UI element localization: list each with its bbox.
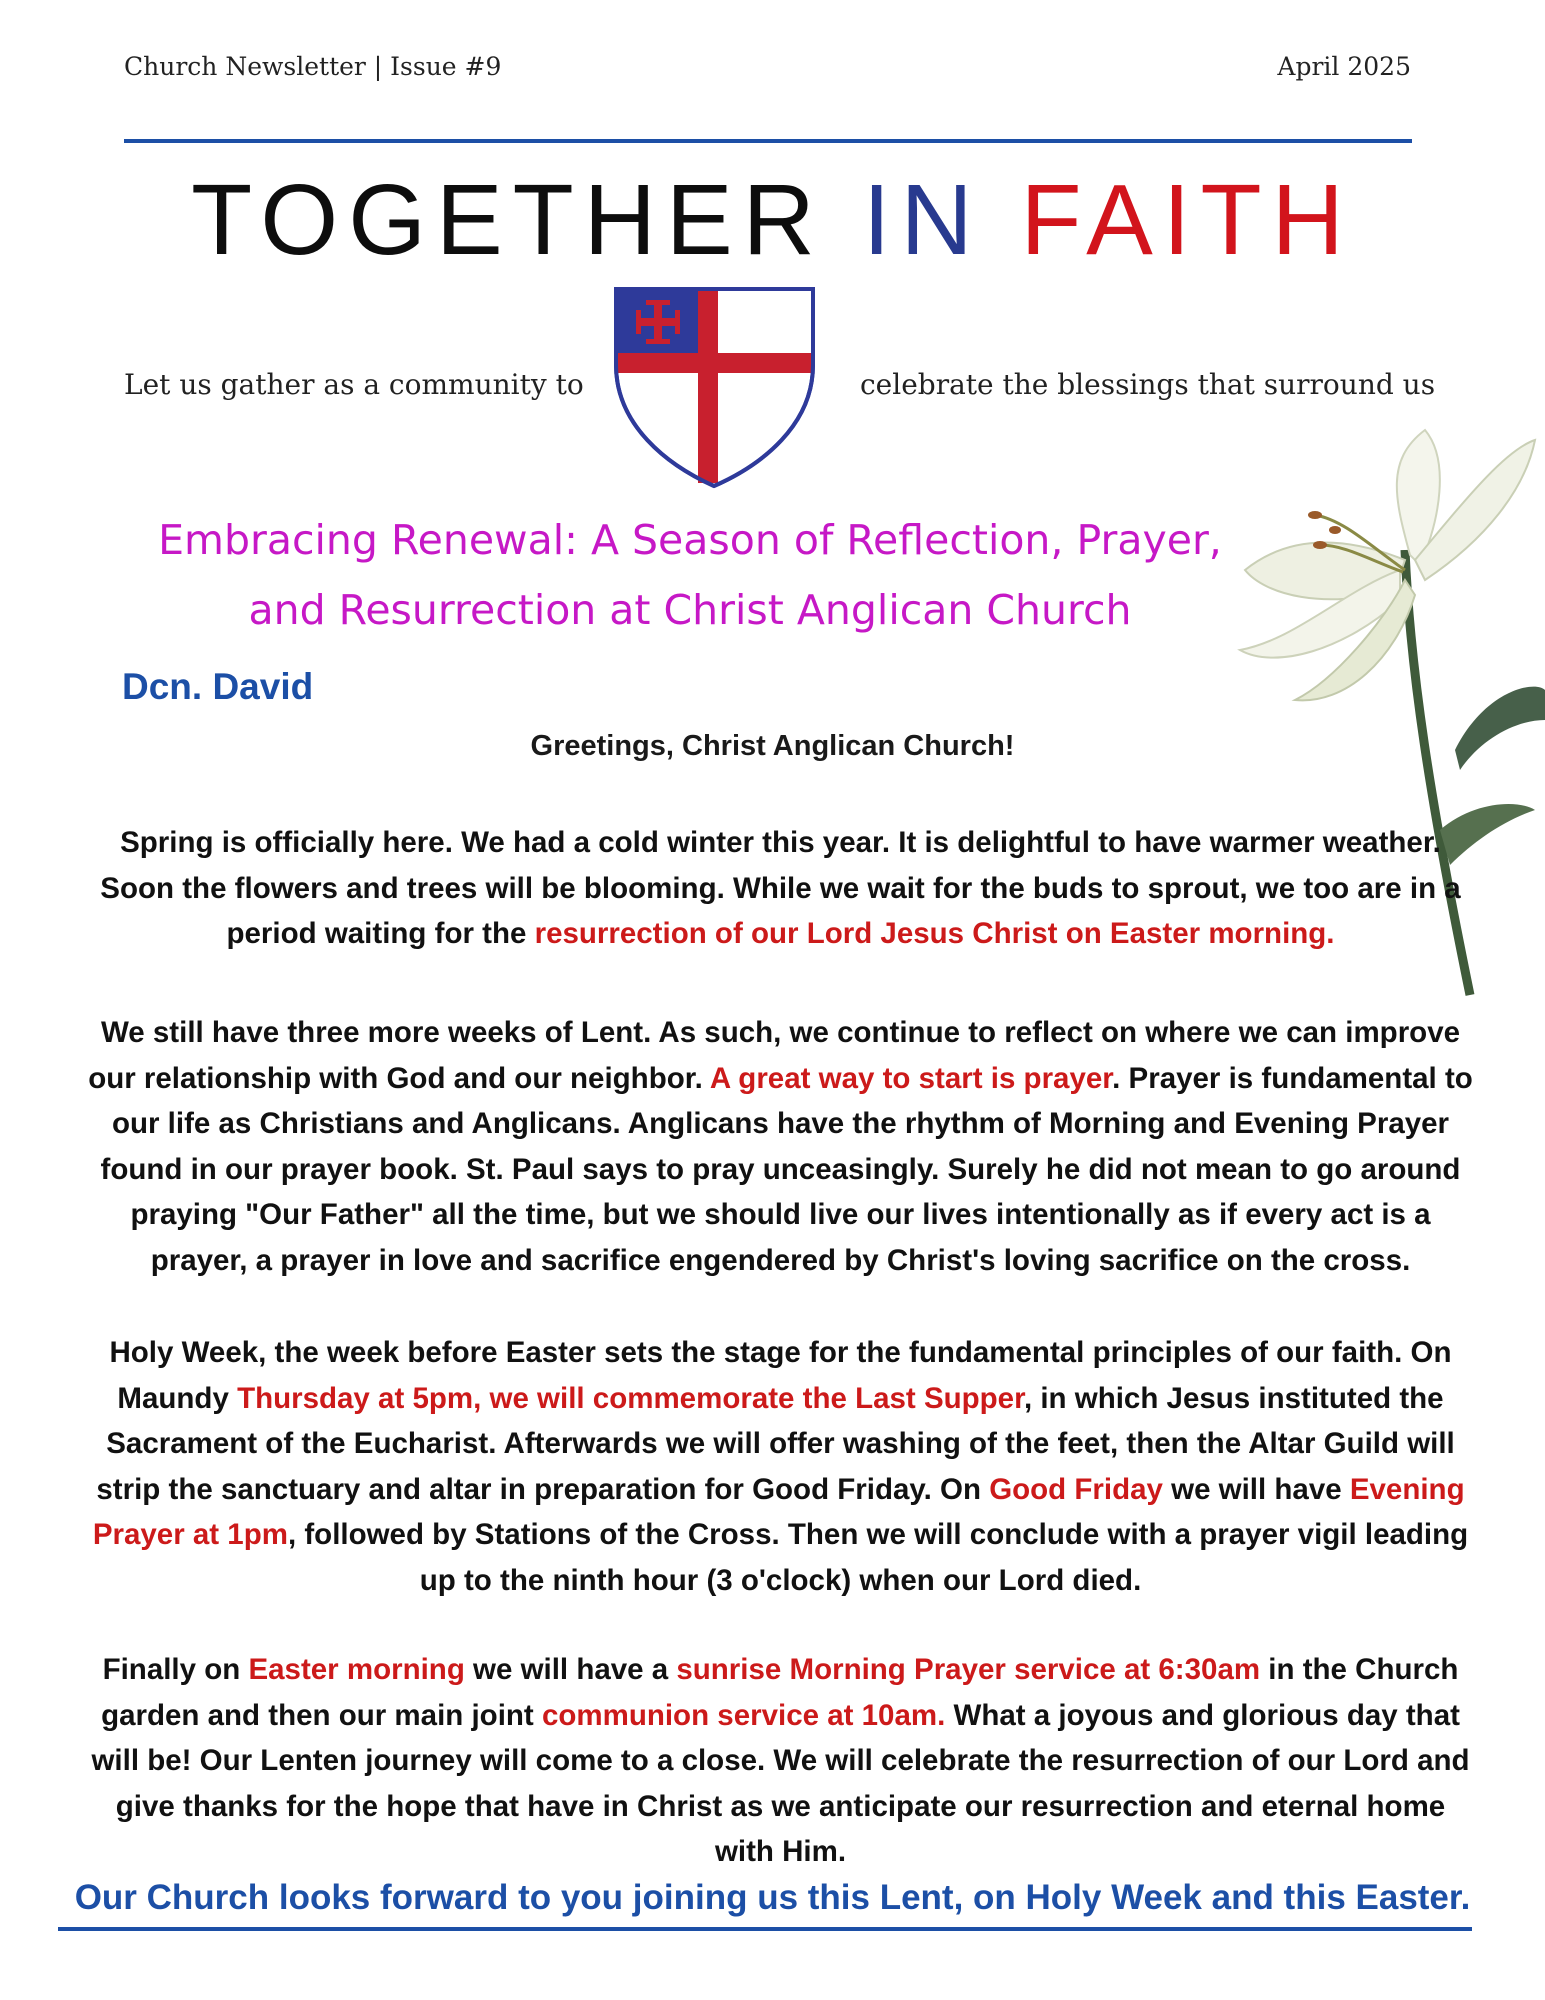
paragraph-easter: [88, 1647, 1473, 1875]
paragraph-text: We still have three more weeks of Lent. As such, we continue to reflect on where we can improve our relationship with God and our neighbor.: [88, 1016, 1461, 1095]
paragraph-text: we will have: [1162, 1472, 1350, 1506]
article-greeting: Greetings, Christ Anglican Church!: [530, 730, 1015, 762]
highlight-text: Easter morning: [248, 1653, 465, 1686]
paragraph-spring: [88, 820, 1473, 957]
article-headline-line1: Embracing Renewal: A Season of Reflection, Prayer,: [158, 516, 1222, 564]
paragraph-text: we will have a: [464, 1653, 677, 1686]
highlight-text: sunrise Morning Prayer service at 6:30am: [676, 1653, 1261, 1686]
masthead-word-faith: FAITH: [1020, 164, 1354, 276]
tagline-right: celebrate the blessings that surround us: [860, 368, 1436, 401]
bottom-divider: [58, 1927, 1472, 1931]
top-divider: [124, 139, 1412, 143]
highlight-text: resurrection of our Lord Jesus Christ on Easter morning.: [534, 917, 1335, 950]
paragraph-text: , followed by Stations of the Cross. Then we will conclude with a prayer vigil leading up to the ninth hour (3 o'clock) when our Lord died.: [287, 1518, 1469, 1597]
article-author: Dcn. David: [122, 666, 314, 707]
highlight-text: Good Friday: [989, 1472, 1163, 1506]
paragraph-text: , in which Jesus instituted the Sacrament of the Eucharist. Afterwards we will offer washing of the feet, then the Altar Guild will strip the sanctuary and altar in preparation for Good Friday. On: [96, 1381, 1455, 1506]
paragraph-text: in the Church garden and then our main joint: [101, 1653, 1459, 1732]
paragraph-text: Holy Week, the week before Easter sets the stage for the fundamental principles of our faith. On Maundy: [109, 1336, 1452, 1415]
highlight-text: communion service at 10am.: [541, 1698, 946, 1732]
paragraph-holy-week: [88, 1330, 1473, 1603]
episcopal-shield-icon: [612, 285, 817, 490]
highlight-text: Evening Prayer at 1pm: [92, 1472, 1465, 1551]
article-headline-line2: and Resurrection at Christ Anglican Church: [248, 586, 1132, 634]
masthead-word-together: TOGETHER: [191, 164, 825, 276]
highlight-text: A great way to start is prayer: [709, 1061, 1113, 1095]
issue-date: April 2025: [1277, 52, 1411, 81]
paragraph-text: Finally on: [102, 1653, 249, 1686]
article-headline: [0, 505, 1380, 645]
highlight-text: Thursday at 5pm, we will commemorate the Last Supper: [237, 1381, 1024, 1415]
closing-message: Our Church looks forward to you joining us this Lent, on Holy Week and this Easter.: [74, 1878, 1471, 1917]
paragraph-lent: [88, 1010, 1473, 1283]
masthead-title: [0, 164, 1545, 276]
newsletter-issue-label: Church Newsletter | Issue #9: [124, 52, 502, 81]
paragraph-text: . Prayer is fundamental to our life as Christians and Anglicans. Anglicans have the rhythm of Morning and Evening Prayer found in our prayer book. St. Paul says to pray unceasingly. Surely he did not mean to go around praying "Our Father" all the time, but we should live our lives intentionally as if every act is a prayer, a prayer in love and sacrifice engendered by Christ's loving sacrifice on the cross.: [100, 1061, 1473, 1277]
paragraph-text: What a joyous and glorious day that will be! Our Lenten journey will come to a close. We will celebrate the resurrection of our Lord and give thanks for the hope that have in Christ as we anticipate our resurrection and eternal home with Him.: [91, 1698, 1470, 1868]
masthead-word-in: IN: [862, 164, 983, 276]
paragraph-text: Spring is officially here. We had a cold winter this year. It is delightful to have warmer weather. Soon the flowers and trees will be blooming. While we wait for the buds to sprout, we too are in a period waiting for the: [100, 826, 1461, 950]
tagline-left: Let us gather as a community to: [124, 368, 584, 401]
